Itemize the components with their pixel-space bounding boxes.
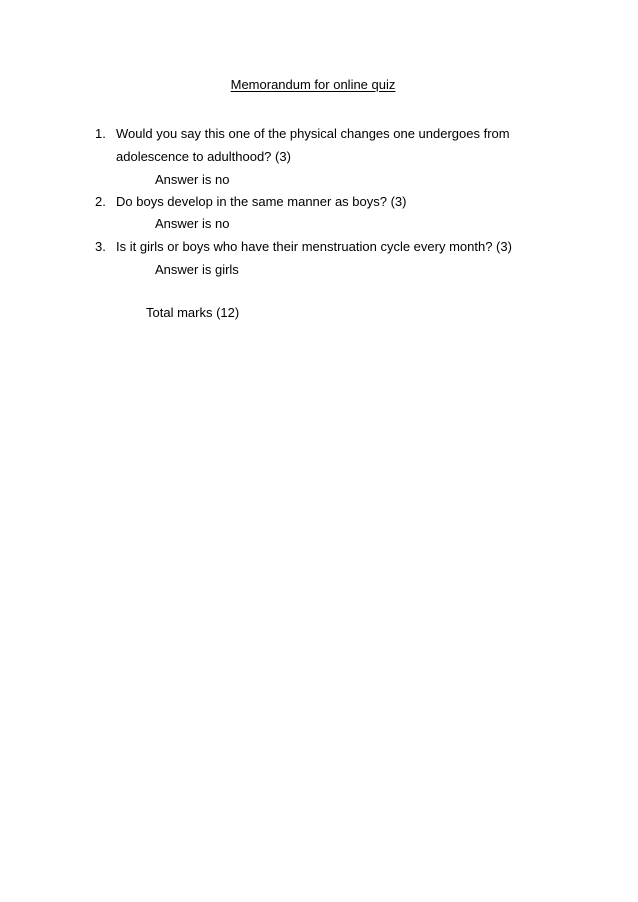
question-number: 1.: [95, 126, 106, 141]
question-text: adolescence to adulthood? (3): [116, 149, 291, 164]
question-text: Is it girls or boys who have their menstruation cycle every month? (3): [116, 239, 512, 254]
answer-text: Answer is no: [155, 216, 230, 231]
question-text: Do boys develop in the same manner as boys? (3): [116, 194, 407, 209]
answer-text: Answer is girls: [155, 262, 239, 277]
document-title: Memorandum for online quiz: [230, 77, 396, 92]
question-number: 2.: [95, 194, 106, 209]
question-text: Would you say this one of the physical changes one undergoes from: [116, 126, 510, 141]
total-marks: Total marks (12): [146, 305, 240, 320]
answer-text: Answer is no: [155, 172, 230, 187]
question-number: 3.: [95, 239, 106, 254]
